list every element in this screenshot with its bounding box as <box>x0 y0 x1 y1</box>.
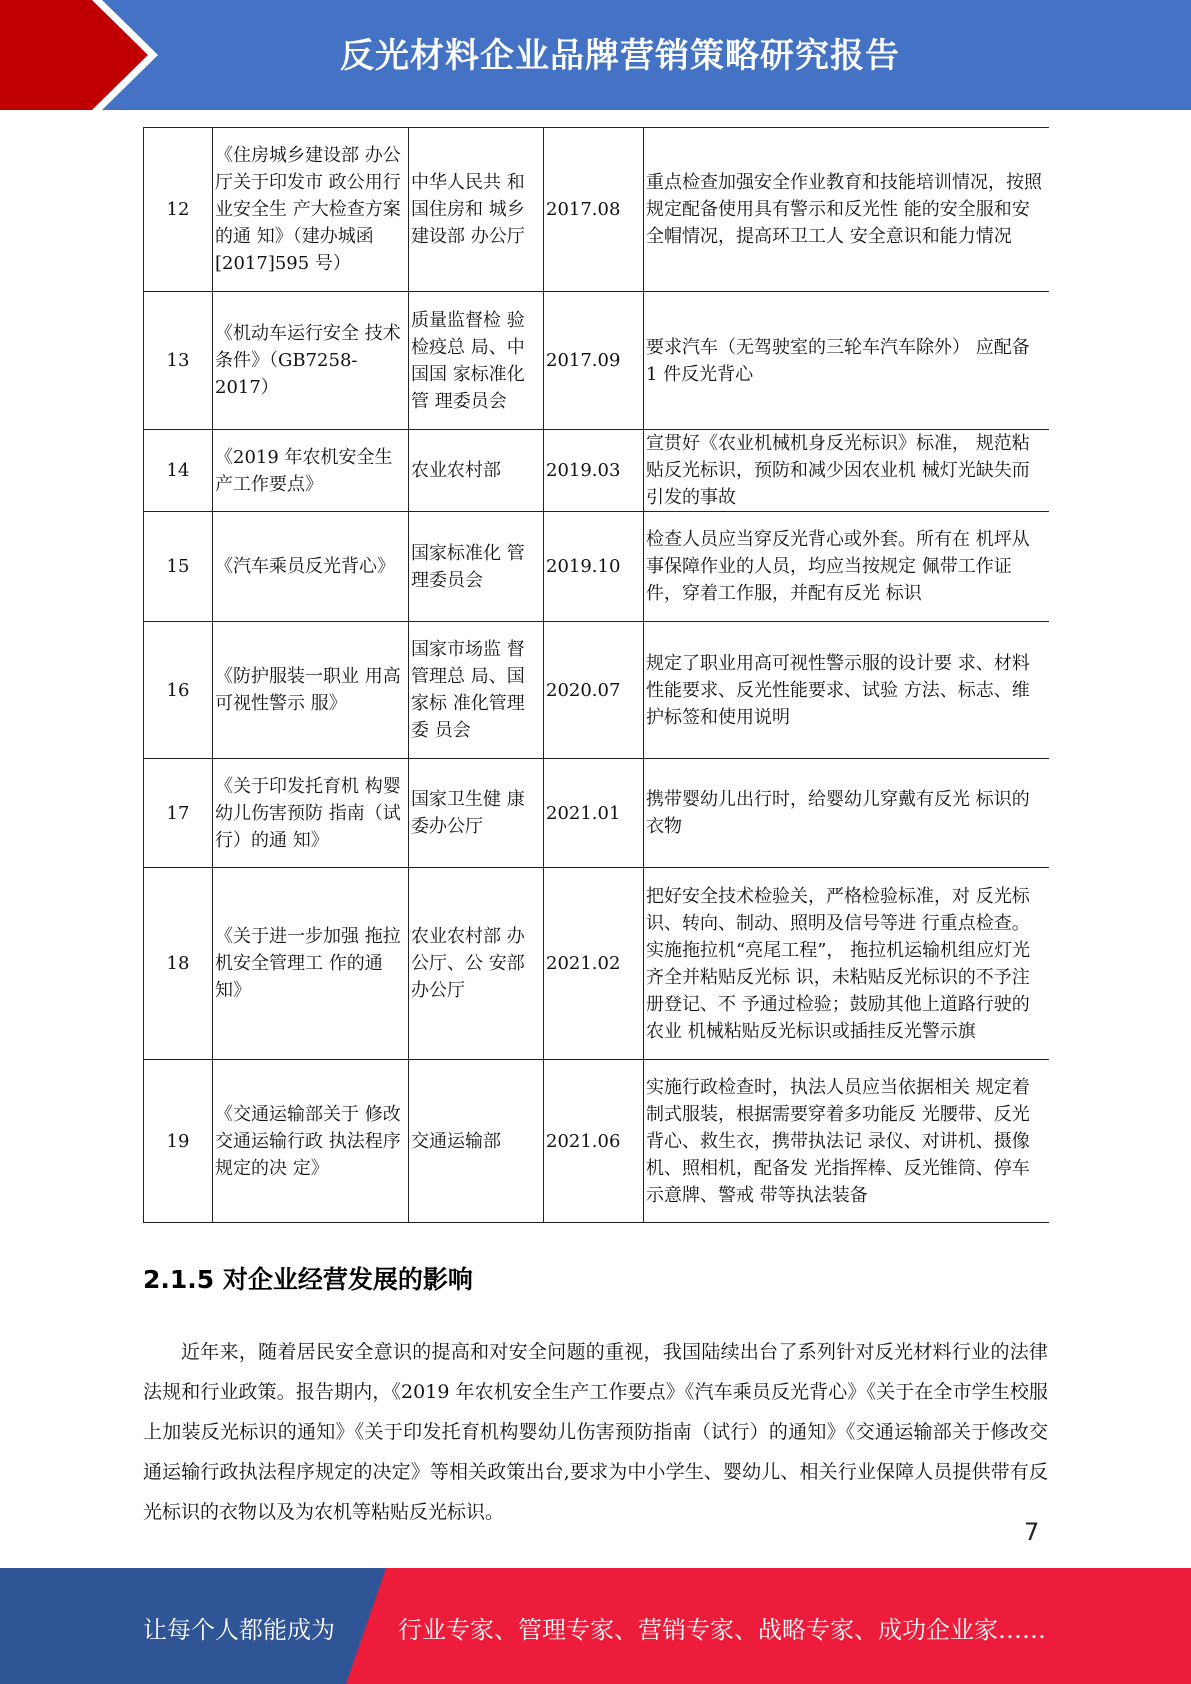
policy-name: 《关于印发托育机 构婴幼儿伤害预防 指南（试行）的通 知》 <box>213 759 409 868</box>
policy-content: 要求汽车（无驾驶室的三轮车汽车除外） 应配备 1 件反光背心 <box>644 292 1049 430</box>
issue-date: 2017.09 <box>544 292 644 430</box>
issuing-body: 国家标准化 管理委员会 <box>409 512 544 622</box>
policy-name: 《防护服装一职业 用高可视性警示 服》 <box>213 622 409 759</box>
policy-content: 重点检查加强安全作业教育和技能培训情况，按照规定配备使用具有警示和反光性 能的安全服和安全帽情况，提高环卫工人 安全意识和能力情况 <box>644 128 1049 292</box>
policy-table <box>143 127 1049 1223</box>
policy-content: 检查人员应当穿反光背心或外套。所有在 机坪从事保障作业的人员，均应当按规定 佩带工作证件，穿着工作服，并配有反光 标识 <box>644 512 1049 622</box>
table-row <box>144 512 1049 622</box>
row-number: 15 <box>144 512 213 622</box>
row-number: 19 <box>144 1060 213 1223</box>
policy-name: 《机动车运行安全 技术条件》（GB7258-2017） <box>213 292 409 430</box>
report-title: 反光材料企业品牌营销策略研究报告 <box>340 36 900 76</box>
issue-date: 2017.08 <box>544 128 644 292</box>
row-number: 13 <box>144 292 213 430</box>
body-paragraph: 近年来，随着居民安全意识的提高和对安全问题的重视，我国陆续出台了系列针对反光材料行业的法律法规和行业政策。报告期内，《2019 年农机安全生产工作要点》《汽车乘员反光背心》《关于在全市学生校服上加装反光标识的通知》《关于印发托育机构婴幼儿伤害预防指南（试行）的通知》《交通运输部关于修改交通运输行政执法程序规定的决定》等相关政策出台,要求为中小学生、婴幼儿、相关行业保障人员提供带有反光标识的衣物以及为农机等粘贴反光标识。 <box>143 1341 1048 1523</box>
issuing-body: 交通运输部 <box>409 1060 544 1223</box>
issue-date: 2019.03 <box>544 430 644 512</box>
policy-content: 规定了职业用高可视性警示服的设计要 求、材料性能要求、反光性能要求、试验 方法、标志、维护标签和使用说明 <box>644 622 1049 759</box>
policy-content: 携带婴幼儿出行时，给婴幼儿穿戴有反光 标识的衣物 <box>644 759 1049 868</box>
issuing-body: 国家市场监 督管理总 局、国家标 准化管理委 员会 <box>409 622 544 759</box>
section-heading: 2.1.5 对企业经营发展的影响 <box>143 1265 473 1294</box>
issuing-body: 农业农村部 <box>409 430 544 512</box>
page-number: 7 <box>1024 1518 1040 1546</box>
table-row <box>144 1060 1049 1223</box>
row-number: 18 <box>144 868 213 1060</box>
policy-content: 实施行政检查时，执法人员应当依据相关 规定着制式服装，根据需要穿着多功能反 光腰带、反光背心、救生衣，携带执法记 录仪、对讲机、摄像机、照相机，配备发 光指挥棒、反光锥筒、停车示意牌、警戒 带等执法装备 <box>644 1060 1049 1223</box>
policy-name: 《关于进一步加强 拖拉机安全管理工 作的通知》 <box>213 868 409 1060</box>
issuing-body: 质量监督检 验检疫总 局、中国国 家标准化管 理委员会 <box>409 292 544 430</box>
row-number: 12 <box>144 128 213 292</box>
issue-date: 2019.10 <box>544 512 644 622</box>
issuing-body: 中华人民共 和国住房和 城乡建设部 办公厅 <box>409 128 544 292</box>
table-row <box>144 430 1049 512</box>
table-row <box>144 128 1049 292</box>
issue-date: 2021.01 <box>544 759 644 868</box>
page-header <box>0 0 1191 110</box>
policy-name: 《汽车乘员反光背心》 <box>213 512 409 622</box>
issue-date: 2020.07 <box>544 622 644 759</box>
row-number: 17 <box>144 759 213 868</box>
policy-name: 《交通运输部关于 修改交通运输行政 执法程序规定的决 定》 <box>213 1060 409 1223</box>
issue-date: 2021.06 <box>544 1060 644 1223</box>
policy-name: 《住房城乡建设部 办公厅关于印发市 政公用行业安全生 产大检查方案的通 知》（建办城函 [2017]595 号） <box>213 128 409 292</box>
row-number: 16 <box>144 622 213 759</box>
policy-content: 把好安全技术检验关，严格检验标准，对 反光标识、转向、制动、照明及信号等进 行重点检查。实施拖拉机“亮尾工程”， 拖拉机运输机组应灯光齐全并粘贴反光标 识，未粘贴反光标识的不予注册登记、不 予通过检验；鼓励其他上道路行驶的农业 机械粘贴反光标识或插挂反光警示旗 <box>644 868 1049 1060</box>
footer-slogan-left: 让每个人都能成为 <box>143 1616 335 1644</box>
row-number: 14 <box>144 430 213 512</box>
issuing-body: 国家卫生健 康委办公厅 <box>409 759 544 868</box>
issuing-body: 农业农村部 办公厅、公 安部办公厅 <box>409 868 544 1060</box>
table-row <box>144 622 1049 759</box>
issue-date: 2021.02 <box>544 868 644 1060</box>
page-footer <box>0 1568 1191 1684</box>
table-row <box>144 868 1049 1060</box>
footer-slogan-right: 行业专家、管理专家、营销专家、战略专家、成功企业家…… <box>398 1616 1046 1644</box>
policy-content: 宣贯好《农业机械机身反光标识》标准， 规范粘贴反光标识，预防和减少因农业机 械灯光缺失而引发的事故 <box>644 430 1049 512</box>
table-row <box>144 759 1049 868</box>
table-row <box>144 292 1049 430</box>
policy-name: 《2019 年农机安全生产工作要点》 <box>213 430 409 512</box>
